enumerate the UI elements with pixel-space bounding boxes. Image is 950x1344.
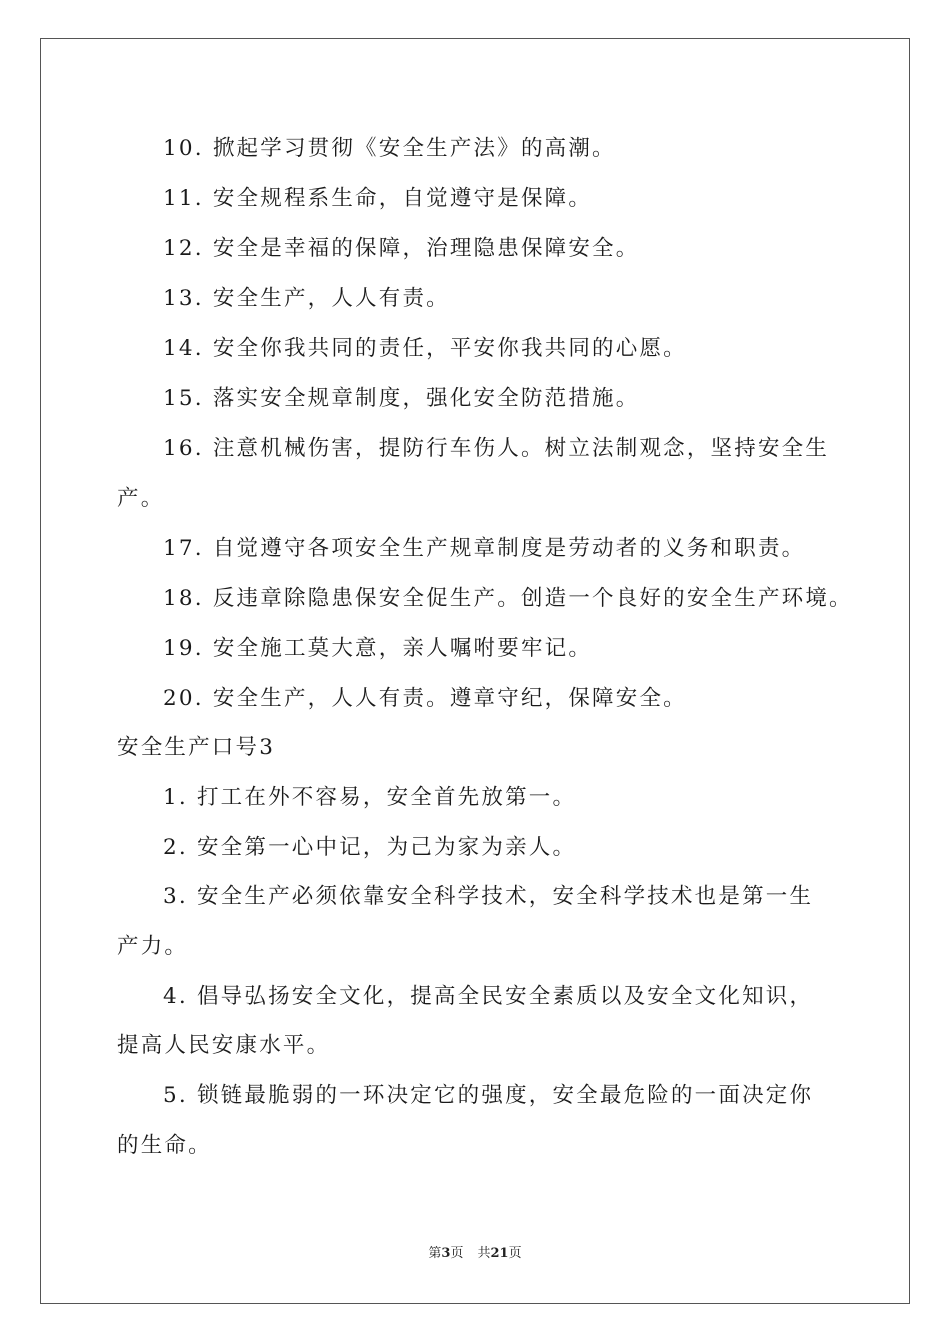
list-item: 15. 落实安全规章制度，强化安全防范措施。: [163, 386, 640, 411]
total-pages: 共21页: [477, 1246, 522, 1261]
list-item: 20. 安全生产，人人有责。遵章守纪，保障安全。: [163, 686, 687, 711]
list-item: 16. 注意机械伤害，提防行车伤人。树立法制观念，坚持安全生: [163, 436, 830, 461]
section-heading: 安全生产口号3: [117, 735, 276, 760]
list-item-continuation: 提高人民安康水平。: [117, 1033, 331, 1058]
list-item: 2. 安全第一心中记，为己为家为亲人。: [163, 835, 577, 860]
list-item: 19. 安全施工莫大意，亲人嘱咐要牢记。: [163, 636, 593, 661]
page-footer: [0, 1246, 950, 1262]
page-number: 第3页: [428, 1246, 464, 1261]
list-item: 5. 锁链最脆弱的一环决定它的强度，安全最危险的一面决定你: [163, 1083, 814, 1108]
list-item: 3. 安全生产必须依靠安全科学技术，安全科学技术也是第一生: [163, 884, 814, 909]
list-item: 13. 安全生产，人人有责。: [163, 286, 450, 311]
list-item: 17. 自觉遵守各项安全生产规章制度是劳动者的义务和职责。: [163, 536, 806, 561]
list-item: 4. 倡导弘扬安全文化，提高全民安全素质以及安全文化知识，: [163, 984, 814, 1009]
list-item-continuation: 的生命。: [117, 1133, 212, 1158]
list-item: 18. 反违章除隐患保安全促生产。创造一个良好的安全生产环境。: [163, 586, 853, 611]
list-item: 1. 打工在外不容易，安全首先放第一。: [163, 785, 577, 810]
list-item: 14. 安全你我共同的责任，平安你我共同的心愿。: [163, 336, 687, 361]
list-item: 12. 安全是幸福的保障，治理隐患保障安全。: [163, 236, 640, 261]
list-item-continuation: 产力。: [117, 934, 189, 959]
page-border: [40, 38, 910, 1304]
list-item-continuation: 产。: [117, 486, 165, 511]
list-item: 10. 掀起学习贯彻《安全生产法》的高潮。: [163, 136, 616, 161]
list-item: 11. 安全规程系生命，自觉遵守是保障。: [163, 186, 593, 211]
